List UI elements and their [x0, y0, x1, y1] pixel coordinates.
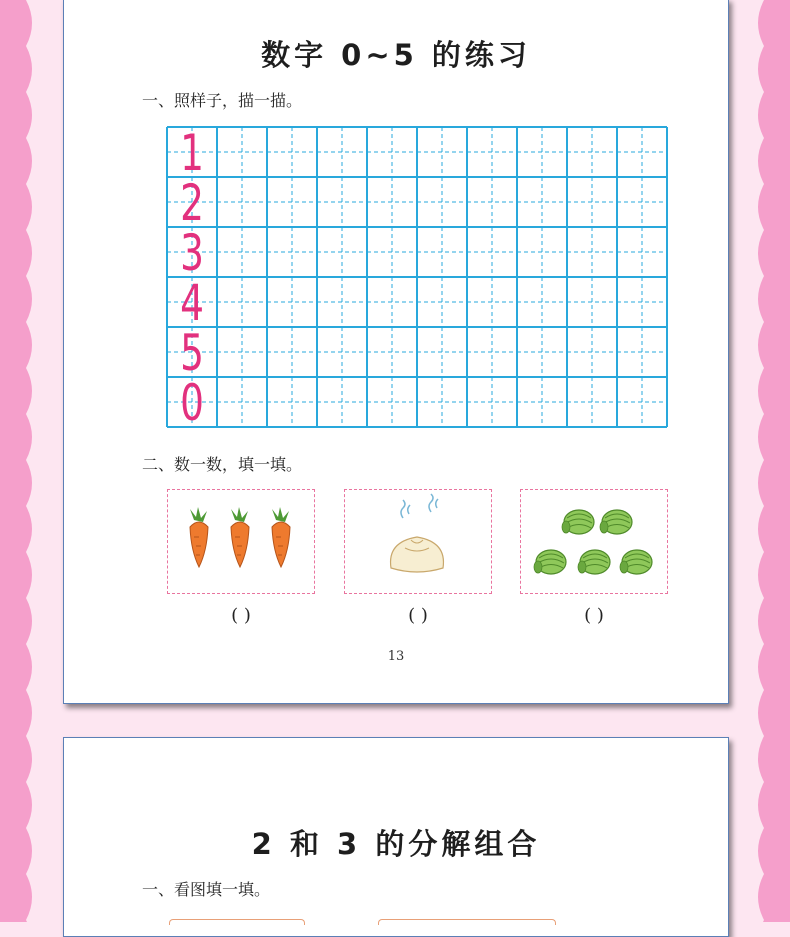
picture-box-top [378, 919, 556, 925]
count-card-clams [520, 489, 668, 594]
page-title: 数字 0~5 的练习 [261, 38, 531, 72]
workbook-page-13 [63, 0, 729, 704]
steamed-bun-icon [345, 490, 491, 593]
section-one-label: 一、看图填一填。 [142, 880, 271, 899]
carrot-icon [168, 490, 314, 593]
page-number: 13 [387, 649, 405, 664]
clam [562, 510, 594, 534]
clam [534, 550, 566, 574]
section-two-label: 二、数一数，填一填。 [142, 455, 303, 474]
clam [578, 550, 610, 574]
trace-digit-2: 2 [180, 174, 204, 233]
clam-icon [521, 490, 667, 593]
tracing-grid [165, 125, 673, 429]
page-title: 2 和 3 的分解组合 [251, 827, 541, 861]
trace-digit-1: 1 [180, 125, 204, 183]
section-one-label: 一、照样子，描一描。 [142, 91, 303, 110]
trace-digit-0: 0 [180, 374, 204, 429]
answer-blank-2[interactable]: ( ) [408, 605, 428, 626]
count-card-steamed-bun [344, 489, 492, 594]
clam [600, 510, 632, 534]
answer-blank-3[interactable]: ( ) [584, 605, 604, 626]
right-wavy-border [754, 0, 790, 922]
trace-digit-3: 3 [180, 224, 204, 283]
left-wavy-border [0, 0, 36, 922]
trace-digit-4: 4 [180, 274, 204, 333]
answer-blank-1[interactable]: ( ) [231, 605, 251, 626]
trace-digit-5: 5 [180, 324, 204, 383]
workbook-page-next [63, 737, 729, 937]
picture-box-top [169, 919, 305, 925]
clam [620, 550, 652, 574]
count-card-carrots [167, 489, 315, 594]
